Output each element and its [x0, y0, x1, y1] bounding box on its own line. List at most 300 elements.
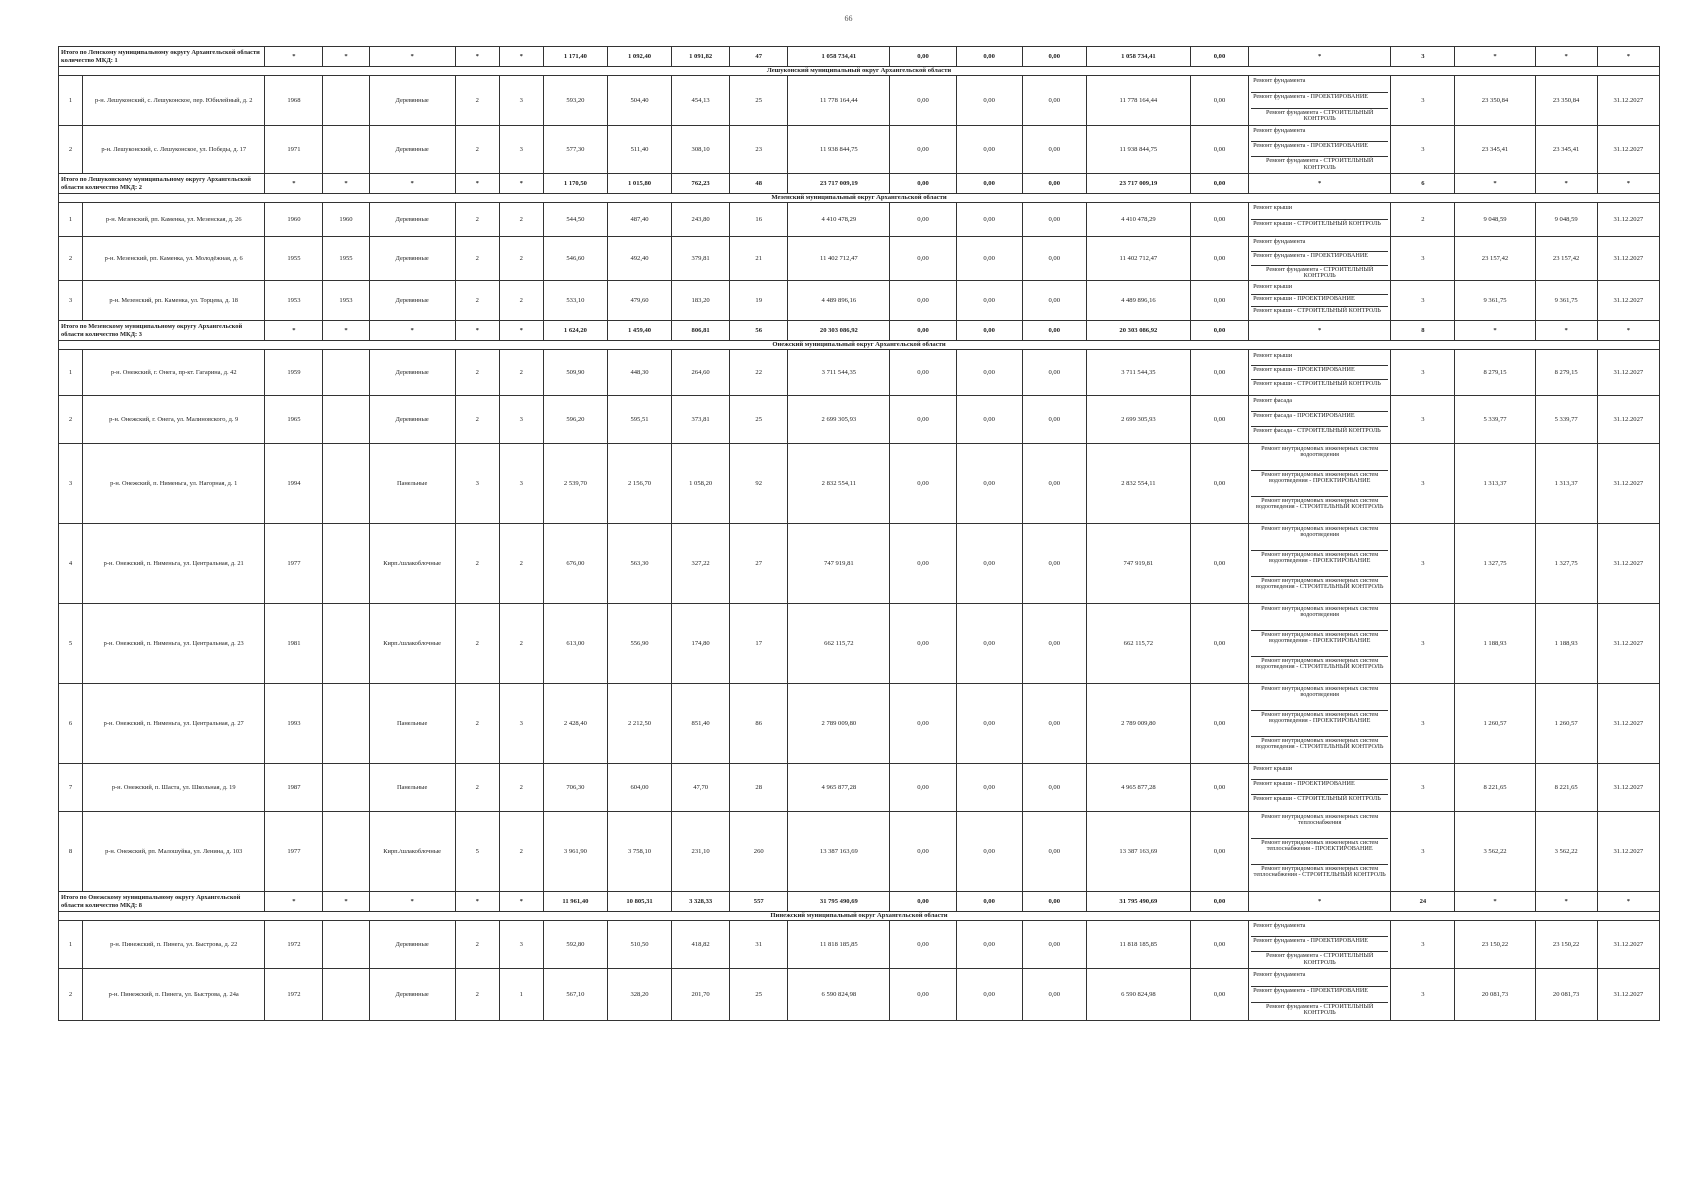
fund-other: 0,00: [1190, 684, 1248, 764]
total-area: 544,50: [543, 203, 607, 237]
premises-area: 595,51: [607, 396, 671, 444]
unit-cost-limit: 1 313,37: [1535, 444, 1597, 524]
repair-cost-sum: 31 795 490,69: [788, 892, 890, 912]
works-count: 3: [1391, 281, 1455, 321]
work-item: Ремонт внутридомовых инженерных систем водоотведения - СТРОИТЕЛЬНЫЙ КОНТРОЛЬ: [1255, 656, 1384, 670]
unit-cost-limit: 8 279,15: [1535, 350, 1597, 396]
total-placeholder: *: [265, 47, 323, 67]
work-item: Ремонт внутридомовых инженерных систем водоотведения - СТРОИТЕЛЬНЫЙ КОНТРОЛЬ: [1255, 496, 1384, 510]
deadline-date: 31.12.2027: [1597, 237, 1659, 281]
building-row: [59, 444, 1660, 524]
address-cell: р-н. Онежский, рп. Малошуйка, ул. Ленина, д. 103: [83, 812, 265, 892]
deadline-date: 31.12.2027: [1597, 281, 1659, 321]
works-list: [1249, 237, 1391, 281]
year-commissioned: [323, 684, 369, 764]
building-row: [59, 604, 1660, 684]
fund-municipal-sum: 0,00: [1022, 47, 1086, 67]
premises-area: 479,60: [607, 281, 671, 321]
entrances-count: 1: [499, 969, 543, 1021]
unit-cost: 1 313,37: [1455, 444, 1535, 524]
wall-material: Деревянные: [369, 126, 455, 174]
fund-other: 0,00: [1190, 281, 1248, 321]
premises-area: 604,00: [607, 764, 671, 812]
work-item: Ремонт фасада: [1251, 397, 1388, 412]
year-commissioned: [323, 126, 369, 174]
works-count-sum: 3: [1391, 47, 1455, 67]
entrances-count: 2: [499, 812, 543, 892]
entrances-count: 2: [499, 237, 543, 281]
fund-other: 0,00: [1190, 203, 1248, 237]
works-list: [1249, 524, 1391, 604]
building-row: [59, 203, 1660, 237]
work-item: Ремонт крыши - СТРОИТЕЛЬНЫЙ КОНТРОЛЬ: [1253, 795, 1381, 802]
works-list: [1249, 444, 1391, 524]
fund-municipal: 0,00: [1022, 281, 1086, 321]
total-placeholder: *: [265, 321, 323, 341]
year-commissioned: [323, 350, 369, 396]
work-item: Ремонт крыши - ПРОЕКТИРОВАНИЕ: [1251, 295, 1388, 307]
row-number: 1: [59, 921, 83, 969]
fund-federal: 0,00: [890, 764, 956, 812]
floors-count: 2: [455, 126, 499, 174]
fund-regional: 0,00: [956, 604, 1022, 684]
unit-cost: 8 221,65: [1455, 764, 1535, 812]
total-area: 596,20: [543, 396, 607, 444]
building-row: [59, 764, 1660, 812]
total-placeholder: *: [323, 47, 369, 67]
fund-owners-sum: 1 058 734,41: [1086, 47, 1190, 67]
works-list: [1249, 812, 1391, 892]
work-item: Ремонт внутридомовых инженерных систем водоотведения - ПРОЕКТИРОВАНИЕ: [1251, 551, 1388, 577]
unit-cost: 3 562,22: [1455, 812, 1535, 892]
fund-owners: 3 711 544,35: [1086, 350, 1190, 396]
fund-municipal: 0,00: [1022, 76, 1086, 126]
works-count: 3: [1391, 350, 1455, 396]
entrances-count: 3: [499, 444, 543, 524]
repair-cost: 662 115,72: [788, 604, 890, 684]
premises-area: 3 758,10: [607, 812, 671, 892]
total-area-sum: 1 170,50: [543, 174, 607, 194]
year-built: 1955: [265, 237, 323, 281]
building-row: [59, 281, 1660, 321]
fund-municipal: 0,00: [1022, 444, 1086, 524]
fund-other: 0,00: [1190, 764, 1248, 812]
floors-count: 2: [455, 524, 499, 604]
private-area-sum: 806,81: [672, 321, 730, 341]
floors-count: 2: [455, 921, 499, 969]
works-list: [1249, 350, 1391, 396]
work-item: Ремонт фундамента - СТРОИТЕЛЬНЫЙ КОНТРОЛЬ: [1265, 952, 1374, 966]
work-item: Ремонт крыши: [1251, 283, 1388, 295]
total-placeholder: *: [369, 174, 455, 194]
premises-area: 2 156,70: [607, 444, 671, 524]
work-item: Ремонт фундамента - СТРОИТЕЛЬНЫЙ КОНТРОЛЬ: [1265, 265, 1374, 279]
building-row: [59, 684, 1660, 764]
private-area: 47,70: [672, 764, 730, 812]
repair-cost: 4 489 896,16: [788, 281, 890, 321]
work-item: Ремонт фасада - ПРОЕКТИРОВАНИЕ: [1251, 412, 1388, 427]
work-item: Ремонт фундамента - ПРОЕКТИРОВАНИЕ: [1251, 252, 1388, 266]
year-built: 1972: [265, 921, 323, 969]
work-item: Ремонт фундамента: [1251, 127, 1388, 142]
deadline-date: 31.12.2027: [1597, 764, 1659, 812]
residents-count: 31: [730, 921, 788, 969]
district-heading: Мезенский муниципальный округ Архангельской области: [59, 194, 1660, 203]
deadline-date: 31.12.2027: [1597, 76, 1659, 126]
premises-area-sum: 1 015,80: [607, 174, 671, 194]
fund-federal: 0,00: [890, 126, 956, 174]
building-row: [59, 524, 1660, 604]
private-area: 373,81: [672, 396, 730, 444]
unit-cost-limit: 1 327,75: [1535, 524, 1597, 604]
private-area: 243,80: [672, 203, 730, 237]
unit-cost: 9 361,75: [1455, 281, 1535, 321]
premises-area: 563,30: [607, 524, 671, 604]
fund-owners: 11 818 185,85: [1086, 921, 1190, 969]
floors-count: 2: [455, 203, 499, 237]
unit-cost: 9 048,59: [1455, 203, 1535, 237]
fund-owners: 11 402 712,47: [1086, 237, 1190, 281]
total-area: 533,10: [543, 281, 607, 321]
fund-municipal-sum: 0,00: [1022, 321, 1086, 341]
private-area: 308,10: [672, 126, 730, 174]
works-count: 3: [1391, 921, 1455, 969]
work-item: Ремонт внутридомовых инженерных систем теплоснабжения: [1251, 813, 1388, 839]
year-built: 1993: [265, 684, 323, 764]
fund-federal: 0,00: [890, 281, 956, 321]
fund-municipal: 0,00: [1022, 764, 1086, 812]
works-count: 3: [1391, 969, 1455, 1021]
row-number: 8: [59, 812, 83, 892]
address-cell: р-н. Онежский, г. Онега, ул. Малиновского, д. 9: [83, 396, 265, 444]
deadline-placeholder: *: [1597, 321, 1659, 341]
work-item: Ремонт внутридомовых инженерных систем водоотведения: [1251, 445, 1388, 471]
year-commissioned: [323, 76, 369, 126]
row-number: 2: [59, 126, 83, 174]
residents-sum: 47: [730, 47, 788, 67]
floors-count: 2: [455, 76, 499, 126]
fund-federal: 0,00: [890, 921, 956, 969]
fund-regional: 0,00: [956, 396, 1022, 444]
fund-other: 0,00: [1190, 921, 1248, 969]
unit-cost-limit: 23 350,84: [1535, 76, 1597, 126]
work-item: Ремонт фасада - СТРОИТЕЛЬНЫЙ КОНТРОЛЬ: [1253, 427, 1381, 434]
residents-count: 260: [730, 812, 788, 892]
private-area: 418,82: [672, 921, 730, 969]
premises-area-sum: 10 805,31: [607, 892, 671, 912]
works-list: [1249, 969, 1391, 1021]
wall-material: Кирп./шлакоблочные: [369, 604, 455, 684]
wall-material: Деревянные: [369, 237, 455, 281]
work-item: Ремонт внутридомовых инженерных систем водоотведения: [1251, 605, 1388, 631]
deadline-date: 31.12.2027: [1597, 396, 1659, 444]
unit-cost-limit: 9 361,75: [1535, 281, 1597, 321]
private-area: 183,20: [672, 281, 730, 321]
year-commissioned: [323, 396, 369, 444]
works-count-sum: 6: [1391, 174, 1455, 194]
work-item: Ремонт крыши: [1251, 765, 1388, 780]
unit-cost: 1 327,75: [1455, 524, 1535, 604]
total-area: 593,20: [543, 76, 607, 126]
total-placeholder: *: [499, 892, 543, 912]
district-heading-row: [59, 912, 1660, 921]
year-commissioned: 1960: [323, 203, 369, 237]
floors-count: 2: [455, 396, 499, 444]
unit-cost-limit: 23 345,41: [1535, 126, 1597, 174]
row-number: 3: [59, 444, 83, 524]
fund-municipal: 0,00: [1022, 921, 1086, 969]
fund-regional: 0,00: [956, 237, 1022, 281]
unit-cost: 23 150,22: [1455, 921, 1535, 969]
work-item: Ремонт фундамента - ПРОЕКТИРОВАНИЕ: [1251, 142, 1388, 157]
entrances-count: 2: [499, 350, 543, 396]
residents-count: 25: [730, 396, 788, 444]
entrances-count: 3: [499, 921, 543, 969]
works-list: [1249, 684, 1391, 764]
fund-regional: 0,00: [956, 921, 1022, 969]
fund-regional: 0,00: [956, 350, 1022, 396]
premises-area: 328,20: [607, 969, 671, 1021]
unit-cost: 5 339,77: [1455, 396, 1535, 444]
wall-material: Деревянные: [369, 281, 455, 321]
fund-owners: 662 115,72: [1086, 604, 1190, 684]
building-row: [59, 921, 1660, 969]
district-total-label: Итого по Онежскому муниципальному округу Архангельской области количество МКД: 8: [59, 892, 265, 912]
total-area: 577,30: [543, 126, 607, 174]
fund-municipal: 0,00: [1022, 604, 1086, 684]
floors-count: 2: [455, 237, 499, 281]
address-cell: р-н. Онежский, п. Нименьга, ул. Нагорная, д. 1: [83, 444, 265, 524]
repair-cost: 13 387 163,69: [788, 812, 890, 892]
district-heading-row: [59, 67, 1660, 76]
fund-regional: 0,00: [956, 684, 1022, 764]
floors-count: 2: [455, 350, 499, 396]
unit-cost-limit: 8 221,65: [1535, 764, 1597, 812]
deadline-date: 31.12.2027: [1597, 812, 1659, 892]
unit-cost: 20 081,73: [1455, 969, 1535, 1021]
year-built: 1953: [265, 281, 323, 321]
premises-area: 510,50: [607, 921, 671, 969]
page-number: 66: [844, 14, 853, 23]
fund-federal: 0,00: [890, 444, 956, 524]
total-placeholder: *: [499, 47, 543, 67]
total-placeholder: *: [323, 892, 369, 912]
works-count: 3: [1391, 444, 1455, 524]
district-total-row: [59, 321, 1660, 341]
private-area: 201,70: [672, 969, 730, 1021]
premises-area: 2 212,50: [607, 684, 671, 764]
total-area-sum: 11 961,40: [543, 892, 607, 912]
fund-regional-sum: 0,00: [956, 892, 1022, 912]
district-heading: Пинежский муниципальный округ Архангельской области: [59, 912, 1660, 921]
fund-municipal: 0,00: [1022, 524, 1086, 604]
fund-municipal-sum: 0,00: [1022, 174, 1086, 194]
repair-cost: 2 699 305,93: [788, 396, 890, 444]
fund-regional: 0,00: [956, 444, 1022, 524]
works-count: 3: [1391, 524, 1455, 604]
work-item: Ремонт фундамента - ПРОЕКТИРОВАНИЕ: [1251, 93, 1388, 109]
fund-owners-sum: 23 717 009,19: [1086, 174, 1190, 194]
works-list: [1249, 126, 1391, 174]
district-total-row: [59, 174, 1660, 194]
floors-count: 2: [455, 604, 499, 684]
residents-count: 21: [730, 237, 788, 281]
repair-cost: 747 919,81: [788, 524, 890, 604]
fund-municipal: 0,00: [1022, 203, 1086, 237]
fund-federal-sum: 0,00: [890, 892, 956, 912]
unit-cost-limit-placeholder: *: [1535, 321, 1597, 341]
total-placeholder: *: [323, 321, 369, 341]
works-placeholder: *: [1249, 47, 1391, 67]
fund-other: 0,00: [1190, 126, 1248, 174]
fund-owners: 747 919,81: [1086, 524, 1190, 604]
fund-other-sum: 0,00: [1190, 892, 1248, 912]
work-item: Ремонт фундамента: [1251, 971, 1388, 987]
fund-other: 0,00: [1190, 444, 1248, 524]
fund-federal: 0,00: [890, 203, 956, 237]
unit-cost-limit: 23 157,42: [1535, 237, 1597, 281]
fund-other: 0,00: [1190, 812, 1248, 892]
building-row: [59, 812, 1660, 892]
fund-federal: 0,00: [890, 969, 956, 1021]
private-area: 1 058,20: [672, 444, 730, 524]
total-area-sum: 1 624,20: [543, 321, 607, 341]
repair-cost: 3 711 544,35: [788, 350, 890, 396]
residents-count: 16: [730, 203, 788, 237]
year-built: 1994: [265, 444, 323, 524]
wall-material: Деревянные: [369, 350, 455, 396]
work-item: Ремонт внутридомовых инженерных систем водоотведения - СТРОИТЕЛЬНЫЙ КОНТРОЛЬ: [1255, 576, 1384, 590]
fund-other: 0,00: [1190, 350, 1248, 396]
premises-area-sum: 1 459,40: [607, 321, 671, 341]
fund-regional: 0,00: [956, 524, 1022, 604]
deadline-date: 31.12.2027: [1597, 921, 1659, 969]
repair-cost: 2 789 009,80: [788, 684, 890, 764]
work-item: Ремонт внутридомовых инженерных систем водоотведения - ПРОЕКТИРОВАНИЕ: [1251, 631, 1388, 657]
total-placeholder: *: [265, 174, 323, 194]
fund-owners: 11 778 164,44: [1086, 76, 1190, 126]
total-placeholder: *: [323, 174, 369, 194]
total-area-sum: 1 171,40: [543, 47, 607, 67]
entrances-count: 3: [499, 684, 543, 764]
deadline-date: 31.12.2027: [1597, 126, 1659, 174]
row-number: 2: [59, 396, 83, 444]
total-placeholder: *: [455, 321, 499, 341]
residents-count: 25: [730, 76, 788, 126]
unit-cost-placeholder: *: [1455, 47, 1535, 67]
entrances-count: 3: [499, 396, 543, 444]
premises-area-sum: 1 092,40: [607, 47, 671, 67]
year-commissioned: [323, 604, 369, 684]
works-list: [1249, 76, 1391, 126]
building-row: [59, 76, 1660, 126]
work-item: Ремонт крыши - ПРОЕКТИРОВАНИЕ: [1251, 780, 1388, 795]
fund-owners: 2 832 554,11: [1086, 444, 1190, 524]
address-cell: р-н. Онежский, п. Нименьга, ул. Центральная, д. 27: [83, 684, 265, 764]
total-placeholder: *: [455, 47, 499, 67]
fund-federal-sum: 0,00: [890, 174, 956, 194]
row-number: 1: [59, 76, 83, 126]
district-total-row: [59, 47, 1660, 67]
address-cell: р-н. Пинежский, п. Пинега, ул. Быстрова, д. 24а: [83, 969, 265, 1021]
fund-owners: 4 489 896,16: [1086, 281, 1190, 321]
private-area-sum: 1 091,82: [672, 47, 730, 67]
unit-cost: 23 350,84: [1455, 76, 1535, 126]
repair-cost-sum: 23 717 009,19: [788, 174, 890, 194]
fund-federal: 0,00: [890, 76, 956, 126]
entrances-count: 2: [499, 203, 543, 237]
work-item: Ремонт фундамента: [1251, 922, 1388, 937]
works-count: 3: [1391, 684, 1455, 764]
district-total-label: Итого по Ленскому муниципальному округу Архангельской области количество МКД: 1: [59, 47, 265, 67]
total-area: 567,10: [543, 969, 607, 1021]
residents-count: 22: [730, 350, 788, 396]
unit-cost-limit: 1 260,57: [1535, 684, 1597, 764]
deadline-date: 31.12.2027: [1597, 524, 1659, 604]
fund-municipal: 0,00: [1022, 126, 1086, 174]
floors-count: 2: [455, 684, 499, 764]
total-area: 2 428,40: [543, 684, 607, 764]
repair-cost: 11 818 185,85: [788, 921, 890, 969]
address-cell: р-н. Онежский, п. Нименьга, ул. Центральная, д. 21: [83, 524, 265, 604]
year-built: 1965: [265, 396, 323, 444]
year-commissioned: 1955: [323, 237, 369, 281]
year-built: 1981: [265, 604, 323, 684]
fund-owners: 13 387 163,69: [1086, 812, 1190, 892]
fund-regional: 0,00: [956, 281, 1022, 321]
year-built: 1968: [265, 76, 323, 126]
works-list: [1249, 396, 1391, 444]
unit-cost: 8 279,15: [1455, 350, 1535, 396]
work-item: Ремонт крыши - СТРОИТЕЛЬНЫЙ КОНТРОЛЬ: [1253, 379, 1381, 387]
residents-sum: 48: [730, 174, 788, 194]
fund-regional: 0,00: [956, 126, 1022, 174]
row-number: 2: [59, 969, 83, 1021]
fund-owners-sum: 20 303 086,92: [1086, 321, 1190, 341]
private-area-sum: 3 328,33: [672, 892, 730, 912]
work-item: Ремонт фундамента: [1251, 77, 1388, 93]
residents-count: 25: [730, 969, 788, 1021]
total-area: 509,90: [543, 350, 607, 396]
wall-material: Кирп./шлакоблочные: [369, 812, 455, 892]
fund-municipal: 0,00: [1022, 350, 1086, 396]
fund-regional-sum: 0,00: [956, 174, 1022, 194]
year-built: 1977: [265, 524, 323, 604]
entrances-count: 2: [499, 524, 543, 604]
row-number: 1: [59, 350, 83, 396]
works-placeholder: *: [1249, 321, 1391, 341]
total-area: 592,80: [543, 921, 607, 969]
district-heading-row: [59, 194, 1660, 203]
work-item: Ремонт крыши - СТРОИТЕЛЬНЫЙ КОНТРОЛЬ: [1253, 306, 1381, 314]
fund-other-sum: 0,00: [1190, 174, 1248, 194]
row-number: 7: [59, 764, 83, 812]
works-count: 3: [1391, 604, 1455, 684]
fund-other: 0,00: [1190, 524, 1248, 604]
fund-other: 0,00: [1190, 969, 1248, 1021]
work-item: Ремонт крыши - ПРОЕКТИРОВАНИЕ: [1251, 366, 1388, 380]
row-number: 5: [59, 604, 83, 684]
repair-cost: 2 832 554,11: [788, 444, 890, 524]
fund-federal: 0,00: [890, 812, 956, 892]
fund-owners: 11 938 844,75: [1086, 126, 1190, 174]
unit-cost-placeholder: *: [1455, 174, 1535, 194]
district-total-row: [59, 892, 1660, 912]
unit-cost-limit: 3 562,22: [1535, 812, 1597, 892]
premises-area: 556,90: [607, 604, 671, 684]
private-area: 327,22: [672, 524, 730, 604]
fund-regional-sum: 0,00: [956, 321, 1022, 341]
